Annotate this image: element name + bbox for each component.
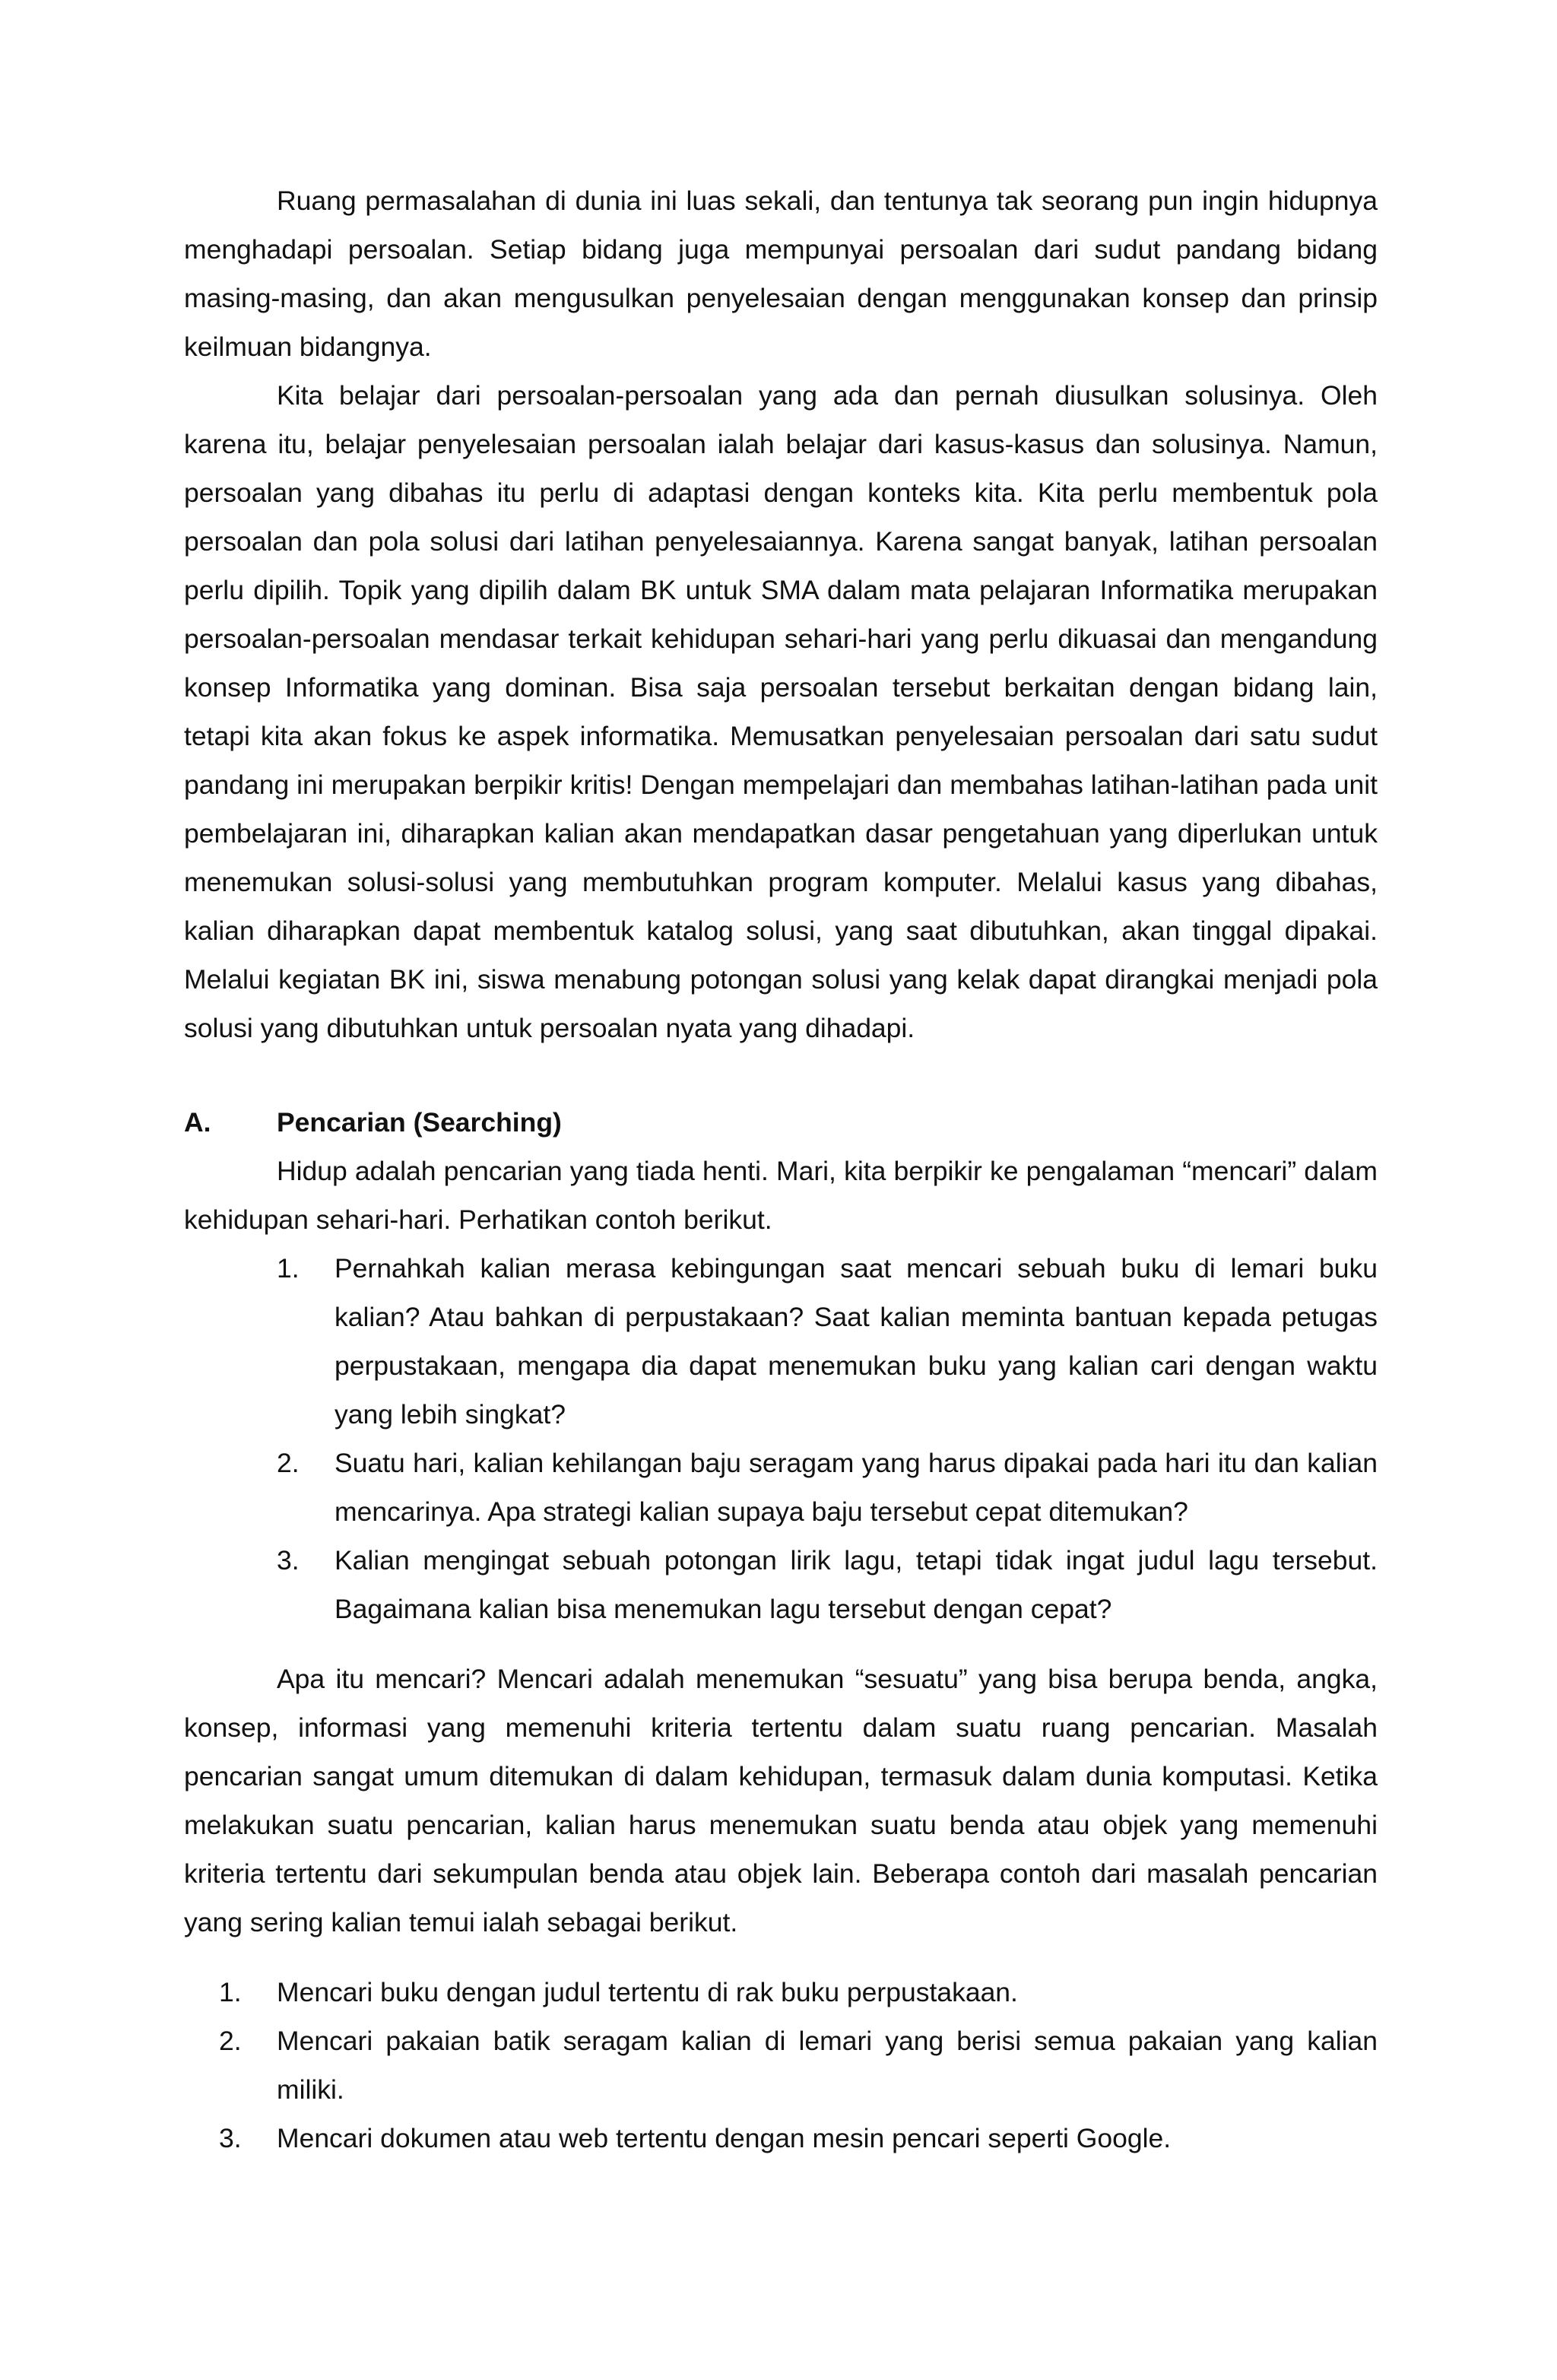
list-item-text: Mencari pakaian batik seragam kalian di lemari yang berisi semua pakaian yang kalian miliki. bbox=[277, 2026, 1378, 2105]
page-content bbox=[184, 176, 1378, 2163]
list-item bbox=[277, 1439, 1378, 1536]
section-title: Pencarian (Searching) bbox=[277, 1107, 562, 1138]
list-item bbox=[219, 2114, 1378, 2163]
question-list bbox=[184, 1244, 1378, 1633]
section-intro-paragraph: Hidup adalah pencarian yang tiada henti. Mari, kita berpikir ke pengalaman “mencari” dalam kehidupan sehari-hari. Perhatikan contoh berikut. bbox=[184, 1156, 1378, 1235]
list-item-number: 3. bbox=[277, 1545, 300, 1576]
intro-paragraph-1: Ruang permasalahan di dunia ini luas sekali, dan tentunya tak seorang pun ingin hidupnya menghadapi persoalan. Setiap bidang juga mempunyai persoalan dari sudut pandang bidang masing-masing, dan akan mengusulkan penyelesaian dengan menggunakan konsep dan prinsip keilmuan bidangnya. bbox=[184, 186, 1378, 362]
list-item-number: 2. bbox=[277, 1448, 300, 1478]
list-item-text: Pernahkah kalian merasa kebingungan saat mencari sebuah buku di lemari buku kalian? Atau bahkan di perpustakaan? Saat kalian meminta bantuan kepada petugas perpustakaan, mengapa dia dapat menemukan buku yang kalian cari dengan waktu yang lebih singkat? bbox=[335, 1253, 1378, 1430]
list-item-text: Kalian mengingat sebuah potongan lirik lagu, tetapi tidak ingat judul lagu tersebut. Bagaimana kalian bisa menemukan lagu tersebut dengan cepat? bbox=[335, 1545, 1378, 1624]
list-item-number: 1. bbox=[219, 1977, 242, 2007]
list-item-number: 2. bbox=[219, 2026, 242, 2056]
intro-paragraph-2: Kita belajar dari persoalan-persoalan yang ada dan pernah diusulkan solusinya. Oleh karena itu, belajar penyelesaian persoalan ialah belajar dari kasus-kasus dan solusinya. Namun, persoalan yang dibahas itu perlu di adaptasi dengan konteks kita. Kita perlu membentuk pola persoalan dan pola solusi dari latihan penyelesaiannya. Karena sangat banyak, latihan persoalan perlu dipilih. Topik yang dipilih dalam BK untuk SMA dalam mata pelajaran Informatika merupakan persoalan-persoalan mendasar terkait kehidupan sehari-hari yang perlu dikuasai dan mengandung konsep Informatika yang dominan. Bisa saja persoalan tersebut berkaitan dengan bidang lain, tetapi kita akan fokus ke aspek informatika. Memusatkan penyelesaian persoalan dari satu sudut pandang ini merupakan berpikir kritis! Dengan mempelajari dan membahas latihan-latihan pada unit pembelajaran ini, diharapkan kalian akan mendapatkan dasar pengetahuan yang diperlukan untuk menemukan solusi-solusi yang membutuhkan program komputer. Melalui kasus yang dibahas, kalian diharapkan dapat membentuk katalog solusi, yang saat dibutuhkan, akan tinggal dipakai. Melalui kegiatan BK ini, siswa menabung potongan solusi yang kelak dapat dirangkai menjadi pola solusi yang dibutuhkan untuk persoalan nyata yang dihadapi. bbox=[184, 380, 1378, 1043]
list-item bbox=[277, 1536, 1378, 1633]
list-item-text: Mencari buku dengan judul tertentu di rak buku perpustakaan. bbox=[277, 1977, 1018, 2007]
example-list bbox=[184, 1968, 1378, 2163]
section-label: A. bbox=[184, 1107, 211, 1138]
definition-paragraph: Apa itu mencari? Mencari adalah menemukan “sesuatu” yang bisa berupa benda, angka, konsep, informasi yang memenuhi kriteria tertentu dalam suatu ruang pencarian. Masalah pencarian sangat umum ditemukan di dalam kehidupan, termasuk dalam dunia komputasi. Ketika melakukan suatu pencarian, kalian harus menemukan suatu benda atau objek yang memenuhi kriteria tertentu dari sekumpulan benda atau objek lain. Beberapa contoh dari masalah pencarian yang sering kalian temui ialah sebagai berikut. bbox=[184, 1664, 1378, 1937]
list-item-number: 3. bbox=[219, 2123, 242, 2153]
list-item bbox=[219, 1968, 1378, 2017]
list-item bbox=[277, 1244, 1378, 1439]
section-heading bbox=[184, 1098, 1378, 1147]
list-item-number: 1. bbox=[277, 1253, 300, 1284]
list-item-text: Mencari dokumen atau web tertentu dengan mesin pencari seperti Google. bbox=[277, 2123, 1172, 2153]
list-item bbox=[219, 2017, 1378, 2114]
list-item-text: Suatu hari, kalian kehilangan baju seragam yang harus dipakai pada hari itu dan kalian mencarinya. Apa strategi kalian supaya baju tersebut cepat ditemukan? bbox=[335, 1448, 1378, 1527]
